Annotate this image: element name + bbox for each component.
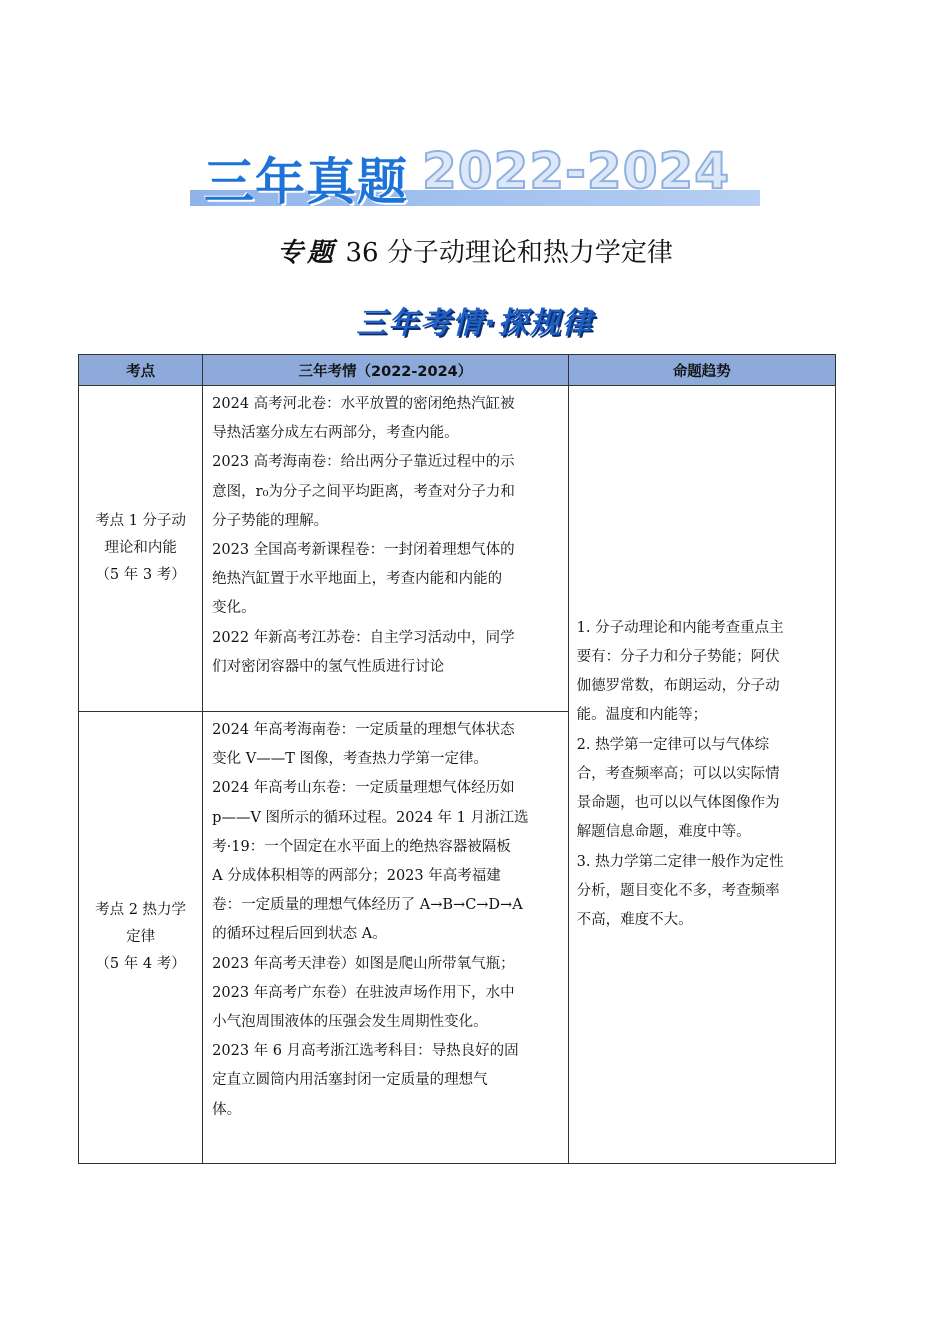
point-line: 考点 1 分子动 [95, 513, 187, 529]
trend-line: 要有：分子力和分子势能；阿伏 [576, 649, 780, 666]
banner-years: 2022-2024 [422, 142, 731, 200]
header-point: 考点 [79, 355, 203, 386]
topic-title [0, 232, 950, 269]
detail-line: 小气泡周围液体的压强会发生周期性变化。 [212, 1014, 488, 1031]
trend-line: 解题信息命题，难度中等。 [576, 824, 751, 841]
header-history: 三年考情（2022-2024） [203, 355, 568, 386]
detail-line: 2022 年新高考江苏卷：自主学习活动中，同学 [212, 629, 515, 646]
detail-line: 2024 年高考海南卷：一定质量的理想气体状态 [212, 722, 515, 738]
trend-line: 2. 热学第一定律可以与气体综 [576, 736, 770, 753]
trend-line: 分析，题目变化不多，考查频率 [576, 882, 780, 899]
detail-line: 导热活塞分成左右两部分，考查内能。 [212, 425, 459, 442]
detail-line: 们对密闭容器中的氢气性质进行讨论 [212, 658, 445, 675]
detail-line: 意图，r₀为分子之间平均距离，考查对分子力和 [212, 483, 515, 500]
subsection-banner: 三年考情·探规律 [356, 306, 594, 341]
trend-cell [568, 386, 835, 1164]
trend-line: 3. 热力学第二定律一般作为定性 [576, 853, 784, 870]
table-header-row [79, 355, 836, 386]
banner-title: 三年真题 [204, 153, 408, 211]
header-banner [190, 142, 760, 211]
detail-line: 变化。 [212, 600, 256, 617]
detail-line: 2024 年高考山东卷：一定质量理想气体经历如 [212, 780, 515, 797]
trend-line: 能。温度和内能等； [576, 707, 708, 724]
detail-cell [203, 386, 568, 712]
detail-line: 2023 全国高考新课程卷：一封闭着理想气体的 [212, 542, 515, 559]
point-cell [79, 712, 203, 1164]
trend-line: 景命题，也可以以气体图像作为 [576, 795, 780, 812]
detail-line: 2023 年高考广东卷）在驻波声场作用下，水中 [212, 984, 515, 1001]
detail-line: 变化 V——T 图像，考查热力学第一定律。 [212, 751, 489, 768]
point-line: （5 年 4 考） [95, 956, 186, 972]
point-line: 定律 [126, 929, 156, 945]
detail-line: 2023 年高考天津卷）如图是爬山所带氧气瓶； [212, 955, 515, 972]
exam-analysis-table [78, 354, 836, 1164]
topic-label: 专题 [277, 238, 338, 268]
point-line: 考点 2 热力学 [95, 902, 187, 918]
detail-line: p——V 图所示的循环过程。2024 年 1 月浙江选 [212, 809, 529, 826]
trend-line: 1. 分子动理论和内能考查重点主 [576, 619, 784, 636]
detail-line: 2024 高考河北卷：水平放置的密闭绝热汽缸被 [212, 396, 515, 412]
trend-line: 伽德罗常数，布朗运动，分子动 [576, 678, 780, 695]
detail-line: 体。 [212, 1101, 242, 1118]
topic-name: 分子动理论和热力学定律 [386, 238, 673, 268]
detail-line: 分子势能的理解。 [212, 512, 329, 529]
point-cell [79, 386, 203, 712]
point-line: 理论和内能 [104, 540, 177, 556]
detail-line: A 分成体积相等的两部分；2023 年高考福建 [212, 868, 501, 885]
detail-line: 绝热汽缸置于水平地面上，考查内能和内能的 [212, 571, 503, 588]
detail-cell [203, 712, 568, 1164]
detail-line: 定直立圆筒内用活塞封闭一定质量的理想气 [212, 1072, 488, 1089]
detail-line: 2023 高考海南卷：给出两分子靠近过程中的示 [212, 454, 515, 471]
table-row [79, 386, 836, 712]
trend-line: 合，考查频率高；可以以实际情 [576, 765, 780, 782]
trend-line: 不高，难度不大。 [576, 911, 693, 928]
header-trend: 命题趋势 [568, 355, 835, 386]
detail-line: 考·19：一个固定在水平面上的绝热容器被隔板 [212, 838, 511, 855]
detail-line: 2023 年 6 月高考浙江选考科目：导热良好的固 [212, 1043, 519, 1060]
detail-line: 卷：一定质量的理想气体经历了 A→B→C→D→A [212, 897, 523, 914]
topic-number: 36 [345, 238, 379, 268]
detail-line: 的循环过程后回到状态 A。 [212, 926, 387, 943]
point-line: （5 年 3 考） [95, 567, 186, 583]
